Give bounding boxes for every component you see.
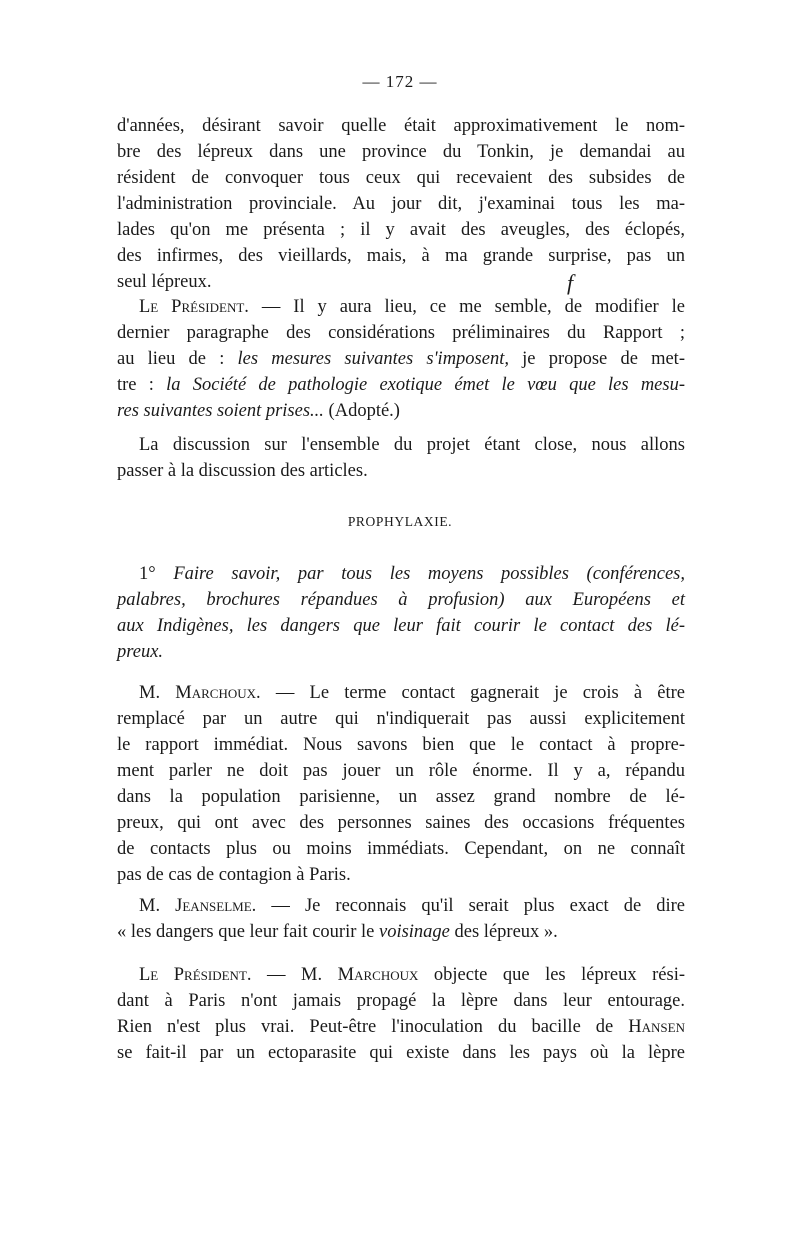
speaker-name: Le Président. [139, 965, 252, 985]
text-span: des lépreux ». [449, 922, 558, 942]
text-line: pas de cas de contagion à Paris. [117, 865, 351, 885]
text-span: — Je reconnais qu'il serait plus exact de dire [256, 896, 686, 916]
text-line: passer à la discussion des articles. [117, 461, 368, 481]
text-span: « les dangers que leur fait courir le [117, 922, 379, 942]
article-1 [117, 561, 685, 665]
text-span: (Adopté.) [323, 401, 400, 421]
speaker-name: Le Président. [139, 297, 249, 317]
text-line: dant à Paris n'ont jamais propagé la lèpre dans leur entourage. [117, 991, 685, 1011]
speaker-name: M. Marchoux. [139, 683, 261, 703]
text-line: remplacé par un autre qui n'indiquerait pas aussi explicitement [117, 709, 685, 729]
text-line: ment parler ne doit pas jouer un rôle énorme. Il y a, répandu [117, 761, 685, 781]
paragraph-president-2 [117, 962, 685, 1066]
text-line: se fait-il par un ectoparasite qui existe dans les pays où la lèpre [117, 1043, 685, 1063]
text-span: objecte que les lépreux rési- [418, 965, 686, 985]
paragraph-marchoux [117, 680, 685, 888]
person-name: Hansen [628, 1017, 685, 1037]
text-span: — M. [251, 965, 338, 985]
paragraph-discussion [117, 432, 685, 484]
text-line: dans la population parisienne, un assez grand nombre de lé- [117, 787, 685, 807]
italic-span: les mesures suivantes s'imposent, [237, 349, 509, 369]
section-heading: PROPHYLAXIE. [347, 514, 453, 529]
text-line: de contacts plus ou moins immédiats. Cependant, on ne connaît [117, 839, 685, 859]
text-line: d'années, désirant savoir quelle était approximativement le nom- [117, 116, 685, 136]
text-span: au lieu de : [117, 349, 238, 369]
person-name: Marchoux [337, 965, 419, 985]
text-span: Rien n'est plus vrai. Peut-être l'inoculation du bacille de [117, 1017, 629, 1037]
text-line: palabres, brochures répandues à profusion) aux Européens et [117, 590, 685, 610]
text-line: preux. [117, 642, 164, 662]
text-line: résident de convoquer tous ceux qui recevaient des subsides de [117, 168, 685, 188]
text-span: — Il y aura lieu, ce me semble, de modifier le [248, 297, 685, 317]
text-span: — Le terme contact gagnerait je crois à être [260, 683, 686, 703]
text-line: l'administration provinciale. Au jour dit, j'examinai tous les ma- [117, 194, 685, 214]
italic-span: res suivantes soient prises... [117, 401, 324, 421]
text-line: des infirmes, des vieillards, mais, à ma grande surprise, pas un [117, 246, 685, 266]
paragraph-1 [117, 113, 685, 295]
text-line: La discussion sur l'ensemble du projet étant close, nous allons [139, 435, 685, 455]
article-number: 1° [139, 564, 156, 584]
italic-span: la Société de pathologie exotique émet le vœu que les mesu- [166, 375, 686, 395]
text-line: aux Indigènes, les dangers que leur fait courir le contact des lé- [117, 616, 685, 636]
margin-mark: f [567, 270, 574, 295]
text-line: preux, qui ont avec des personnes saines des occasions fréquentes [117, 813, 685, 833]
italic-span: Faire savoir, par tous les moyens possibles (conférences, [155, 564, 685, 584]
paragraph-president-1 [117, 294, 685, 424]
text-line: bre des lépreux dans une province du Tonkin, je demandai au [117, 142, 685, 162]
italic-span: voisinage [378, 922, 450, 942]
text-line: le rapport immédiat. Nous savons bien que le contact à propre- [117, 735, 685, 755]
text-line: lades qu'on me présenta ; il y avait des aveugles, des éclopés, [117, 220, 685, 240]
text-span: tre : [117, 375, 167, 395]
paragraph-jeanselme [117, 893, 685, 945]
text-line: seul lépreux. [117, 272, 212, 292]
text-line: dernier paragraphe des considérations préliminaires du Rapport ; [117, 323, 685, 343]
speaker-name: M. Jeanselme. [139, 896, 257, 916]
text-span: je propose de met- [508, 349, 685, 369]
page-number: — 172 — [362, 72, 438, 91]
